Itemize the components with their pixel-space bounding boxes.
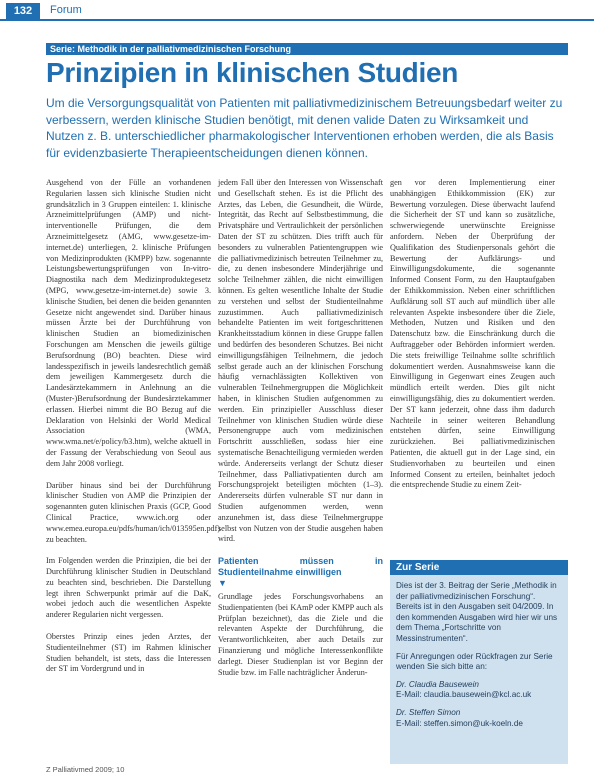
subheading-arrow-icon: ▼ (218, 578, 227, 589)
author-email-link[interactable]: E-Mail: claudia.bausewein@kcl.ac.uk (396, 690, 532, 700)
series-label: Serie: Methodik in der palliativmedizinischen Forschung (50, 44, 292, 54)
header-rule (0, 19, 594, 21)
body-paragraph: gen vor deren Implementierung einer unabhängigen Ethikkommission (EK) zur Bewertung vorzulegen. Diese überwacht laufend die Sicherheit der ST und kann so zusätzliche, schwerwiegende unerwünschte Ereignisse anfordern. Neben der Überprüfung der Qualifikation des Studienpersonals gehört die Bewertung der Aufklärungs- und Einwilligungsdokumente, die sogenannte Informed Consent Form, zu den Hauptaufgaben der Ethikkommission. Neben einer schriftlichen Aufklärung soll ST auch auf mündlich über alle relevanten Aspekte insbesondere über die Ziele, Methoden, Nutzen und Risiken und den Datenschutz bzw. die Einschränkung durch die Auftraggeber oder Behörden informiert werden. Die stets freiwillige Teilnahme sollte schriftlich dokumentiert werden. Ausnahmsweise kann die Einwilligung in Gegenwart eines Zeugen auch mündlich erteilt werden. Dies gilt nicht einwilligungsfähig, dies zu dokumentiert werden. Der ST kann jederzeit, ohne dass ihm dadurch Nachteile in seiner weiteren Behandlung entstehen dürfen, seine Einwilligung zurückziehen. Bei palliativmedizinischen Patienten, die aktuell gut in der Lage sind, ein Studienvorhaben zu beurteilen und einen Informed Consent zu erteilen, beinhaltet jedoch die entsprechende Studie zu einem Zeit- (390, 178, 555, 490)
page-footer: Z Palliativmed 2009; 10 (46, 765, 125, 774)
subheading: Patienten müssen in Studienteilnahme einwilligen (218, 556, 383, 578)
body-paragraph: Grundlage jedes Forschungsvorhabens an Studienpatienten (bei KAmP oder KMPP auch als Prüfplan bezeichnet), das die Ziele und die relevanten Aspekte der Durchführung, die Verantwortlichkeiten, aber auch Details zur Finanzierung und mögliche Interessenkonflikte darlegt. Dieser Studienplan ist vor Beginn der Studie bzw. im Falle nachträglicher Änderun- (218, 592, 383, 677)
author-block (396, 680, 562, 701)
body-paragraph: Darüber hinaus sind bei der Durchführung klinischer Studien von AMP die Prinzipien der sogenannten guten klinischen Praxis (GCP, Good Clinical Practice, www.ich.org oder www.emea.europa.eu/pdfs/human/ich/013595en.pdf) zu beachten. (46, 480, 221, 544)
author-name: Dr. Claudia Bausewein (396, 679, 479, 689)
author-block (396, 708, 562, 729)
box-paragraph: Für Anregungen oder Rückfragen zur Serie wenden Sie sich bitte an: (396, 651, 553, 672)
body-paragraph: Oberstes Prinzip eines jeden Arztes, der Studienteilnehmer (ST) im Rahmen klinischer Studien behandelt, ist stets, dass die Interessen der ST im Vordergrund und in (46, 632, 211, 674)
text-column-1 (46, 178, 221, 686)
page-number: 132 (6, 3, 40, 19)
series-info-box (390, 560, 568, 764)
lead-paragraph: Um die Versorgungsqualität von Patienten mit palliativmedizinischem Betreuungsbedarf weiter zu verbessern, werden klinische Studien benötigt, mit denen valide Daten zu Wirksamkeit und Nutzen z. B. unterschiedlicher pharmakologischer Interventionen erhoben werden, die als Basis für evidenzbasierte Therapieentscheidungen dienen können. (46, 96, 563, 160)
text-column-3 (390, 178, 555, 502)
author-name: Dr. Steffen Simon (396, 707, 461, 717)
body-paragraph: Ausgehend von der Fülle an vorhandenen Regularien lassen sich klinische Studien nicht grundsätzlich in 3 Gruppen einteilen: 1. klinische Arzneimittelprüfungen (AMP) und nicht-interventionelle Prüfungen, die dem Arzneimittelgesetz (AMG, www.gesetze-im-internet.de) unterliegen, 2. klinische Prüfungen von Medizinprodukten (KMPP) bzw. sogenannte Leistungsbewertungsprüfungen von In-vitro-Diagnostika nach dem Medizinproduktegesetz (MPG, www.gesetze-im-internet.de) sowie 3. klinische Studien, bei denen die beiden genannten Gesetze nicht angewendet sind. Darüber hinaus müssen Ärzte bei der Durchführung von klinischen Studien an biomedizinischen Forschungen am Menschen die jeweils gültige Berufsordnung (BO) beachten. Diese wird landesspezifisch in jeweils landesrechtlich gemäß dem jeweiligen Kammergesetz durch die Landesärztekammern in Anlehnung an die (Muster-)Berufsordnung der Bundesärztekammer erlassen. Hierbei nimmt die BO Bezug auf die Deklaration von Helsinki der World Medical Association (WMA, www.wma.net/e/policy/b3.htm), welche aktuell in der Fassung der Verabschiedung von Seoul aus dem Jahr 2008 vorliegt. (46, 178, 211, 468)
section-name: Forum (50, 4, 82, 16)
author-email-link[interactable]: E-Mail: steffen.simon@uk-koeln.de (396, 718, 523, 728)
box-title: Zur Serie (390, 560, 568, 575)
text-column-2 (218, 178, 383, 689)
box-body (390, 575, 568, 729)
body-paragraph: Im Folgenden werden die Prinzipien, die bei der Durchführung klinischer Studien in Deutschland zu beachten sind, beschrieben. Die Darstellung legt ihren Schwerpunkt primär auf die DaK, wobei jedoch auch die wesentlichen Aspekte anderer Regularien nicht vergessen. (46, 556, 211, 620)
article-title: Prinzipien in klinischen Studien (46, 57, 459, 88)
box-paragraph: Dies ist der 3. Beitrag der Serie „Methodik in der palliativmedizinischen Forschung“. Bereits ist in den Ausgaben seit 04/2009. In den kommenden Ausgaben wird hier wir uns dem Thema „Fortschritte von Messinstrumenten“. (396, 581, 558, 643)
page-header (0, 0, 594, 19)
body-paragraph: jedem Fall über den Interessen von Wissenschaft und Gesellschaft stehen. Es ist die Pflicht des Arztes, das Leben, die Gesundheit, die Würde, Integrität, das Recht auf Selbstbestimmung, die Privatsphäre und Vertraulichkeit der persönlichen Daten der ST zu schützen. Dies trifft auch für besonders zu vulnerablen Patientengruppen wie die palliativmedizinisch betreuten Teilnehmer zu, die, zu denen insbesondere Minderjährige und solche Teilnehmer zählen, die nicht einwilligen können. Es gelten wesentliche Inhalte der Studie zu verstehen und selbst der Studienteilnahme zuzustimmen. Auch palliativmedizinisch behandelte Patienten im weit fortgeschrittenen Krankheitsstadium können in diese Gruppe fallen und bedürfen des besonderen Schutzes. Bei nicht einwilligungsfähigen Teilnehmern, die jedoch selbst gerade auch an der klinischen Forschung häufig vernachlässigten Kollektiven von vulnerablen Teilnehmergruppen die Möglichkeit haben, in klinischen Studien aufgenommen zu werden. Ein prinzipieller Ausschluss dieser Teilnehmer von klinischen Studien würde diese Personengruppe auch vom medizinischen Fortschritt ausschließen, sodass hier eine systematische Benachteiligung vermieden werden würde. Andererseits verlangt der Schutz dieser Teilnehmer, dass Palliativpatienten durch am Forschungsprojekt beteiligten möchten (1–3). Andererseits dürfen vulnerable ST nur dann in Studien aufgenommen werden, wenn anzunehmen ist, dass diese Teilnehmergruppe selbst von Nutzen von der Studie ausgehen haben wird. (218, 178, 383, 544)
